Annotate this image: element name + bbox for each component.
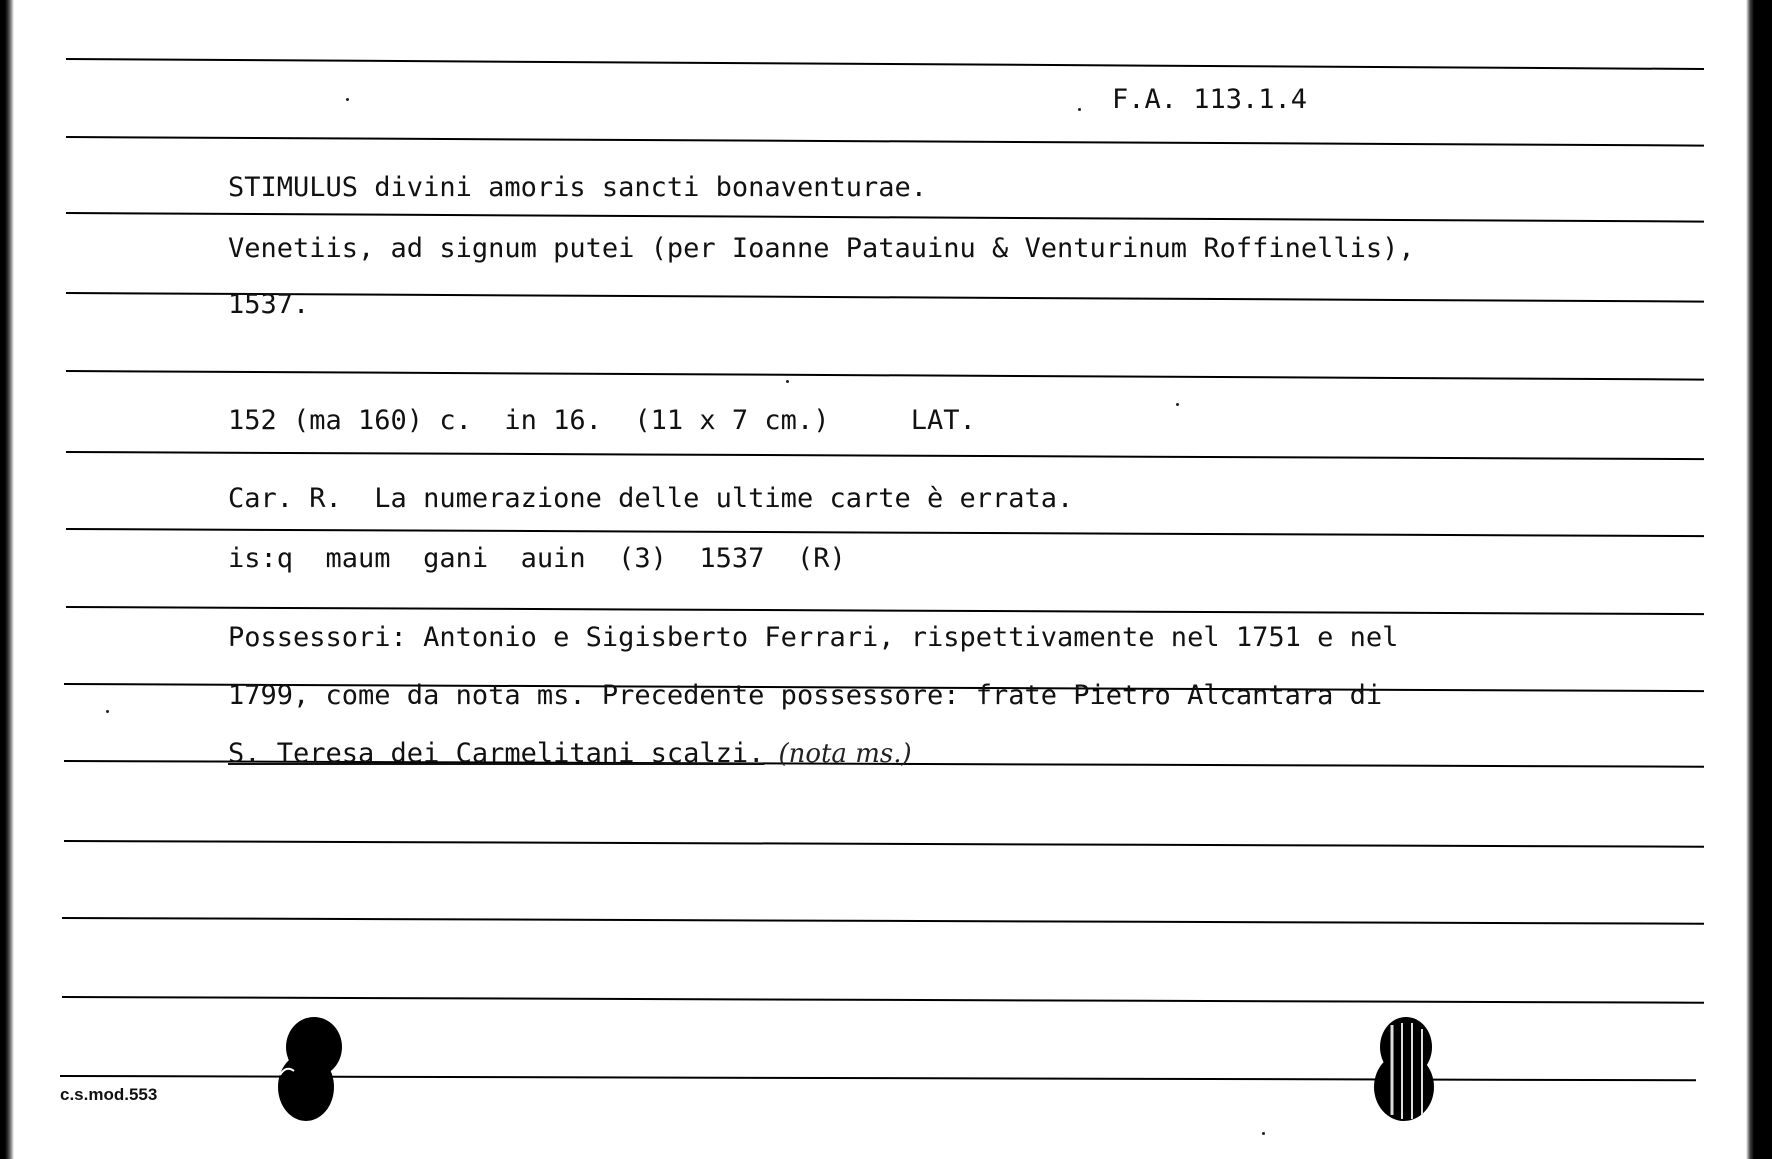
shelfmark: F.A. 113.1.4 bbox=[1112, 84, 1308, 115]
ruled-line bbox=[66, 370, 1704, 381]
handwritten-note: (nota ms.) bbox=[778, 739, 912, 769]
note-line: Car. R. La numerazione delle ultime carte è errata. bbox=[228, 483, 1074, 514]
imprint-line-1: Venetiis, ad signum putei (per Ioanne Patauinu & Venturinum Roffinellis), bbox=[228, 233, 1415, 264]
imprint-line-2: 1537. bbox=[228, 289, 310, 320]
provenance-line-3-wrapper bbox=[228, 738, 912, 770]
ruled-line bbox=[66, 58, 1704, 70]
punch-hole-right bbox=[1370, 1015, 1440, 1125]
provenance-line-3: S. Teresa dei Carmelitani scalzi. bbox=[228, 738, 765, 769]
ruled-line bbox=[66, 606, 1704, 615]
speck bbox=[106, 710, 109, 713]
speck bbox=[1078, 108, 1081, 111]
fingerprint-line: is:q maum gani auin (3) 1537 (R) bbox=[228, 543, 846, 574]
speck bbox=[786, 380, 789, 383]
card-left-edge bbox=[0, 0, 14, 1159]
ruled-line bbox=[64, 840, 1704, 848]
ruled-line bbox=[66, 212, 1704, 223]
card-right-edge bbox=[1746, 0, 1772, 1159]
punch-hole-left bbox=[276, 1015, 346, 1125]
ruled-line bbox=[66, 451, 1704, 460]
form-code: c.s.mod.553 bbox=[60, 1085, 158, 1104]
ruled-line bbox=[66, 136, 1704, 147]
title-line: STIMULUS divini amoris sancti bonaventurae. bbox=[228, 172, 927, 203]
ruled-line bbox=[66, 528, 1704, 537]
speck bbox=[346, 98, 349, 101]
collation-line: 152 (ma 160) c. in 16. (11 x 7 cm.) LAT. bbox=[228, 405, 976, 436]
provenance-line-1: Possessori: Antonio e Sigisberto Ferrari, rispettivamente nel 1751 e nel bbox=[228, 622, 1399, 653]
ruled-line bbox=[62, 996, 1704, 1004]
provenance-line-2: 1799, come da nota ms. Precedente possessore: frate Pietro Alcantara di bbox=[228, 680, 1383, 711]
ruled-line bbox=[62, 917, 1704, 925]
speck bbox=[1176, 403, 1179, 406]
speck bbox=[1262, 1132, 1265, 1135]
ruled-line bbox=[66, 292, 1704, 303]
